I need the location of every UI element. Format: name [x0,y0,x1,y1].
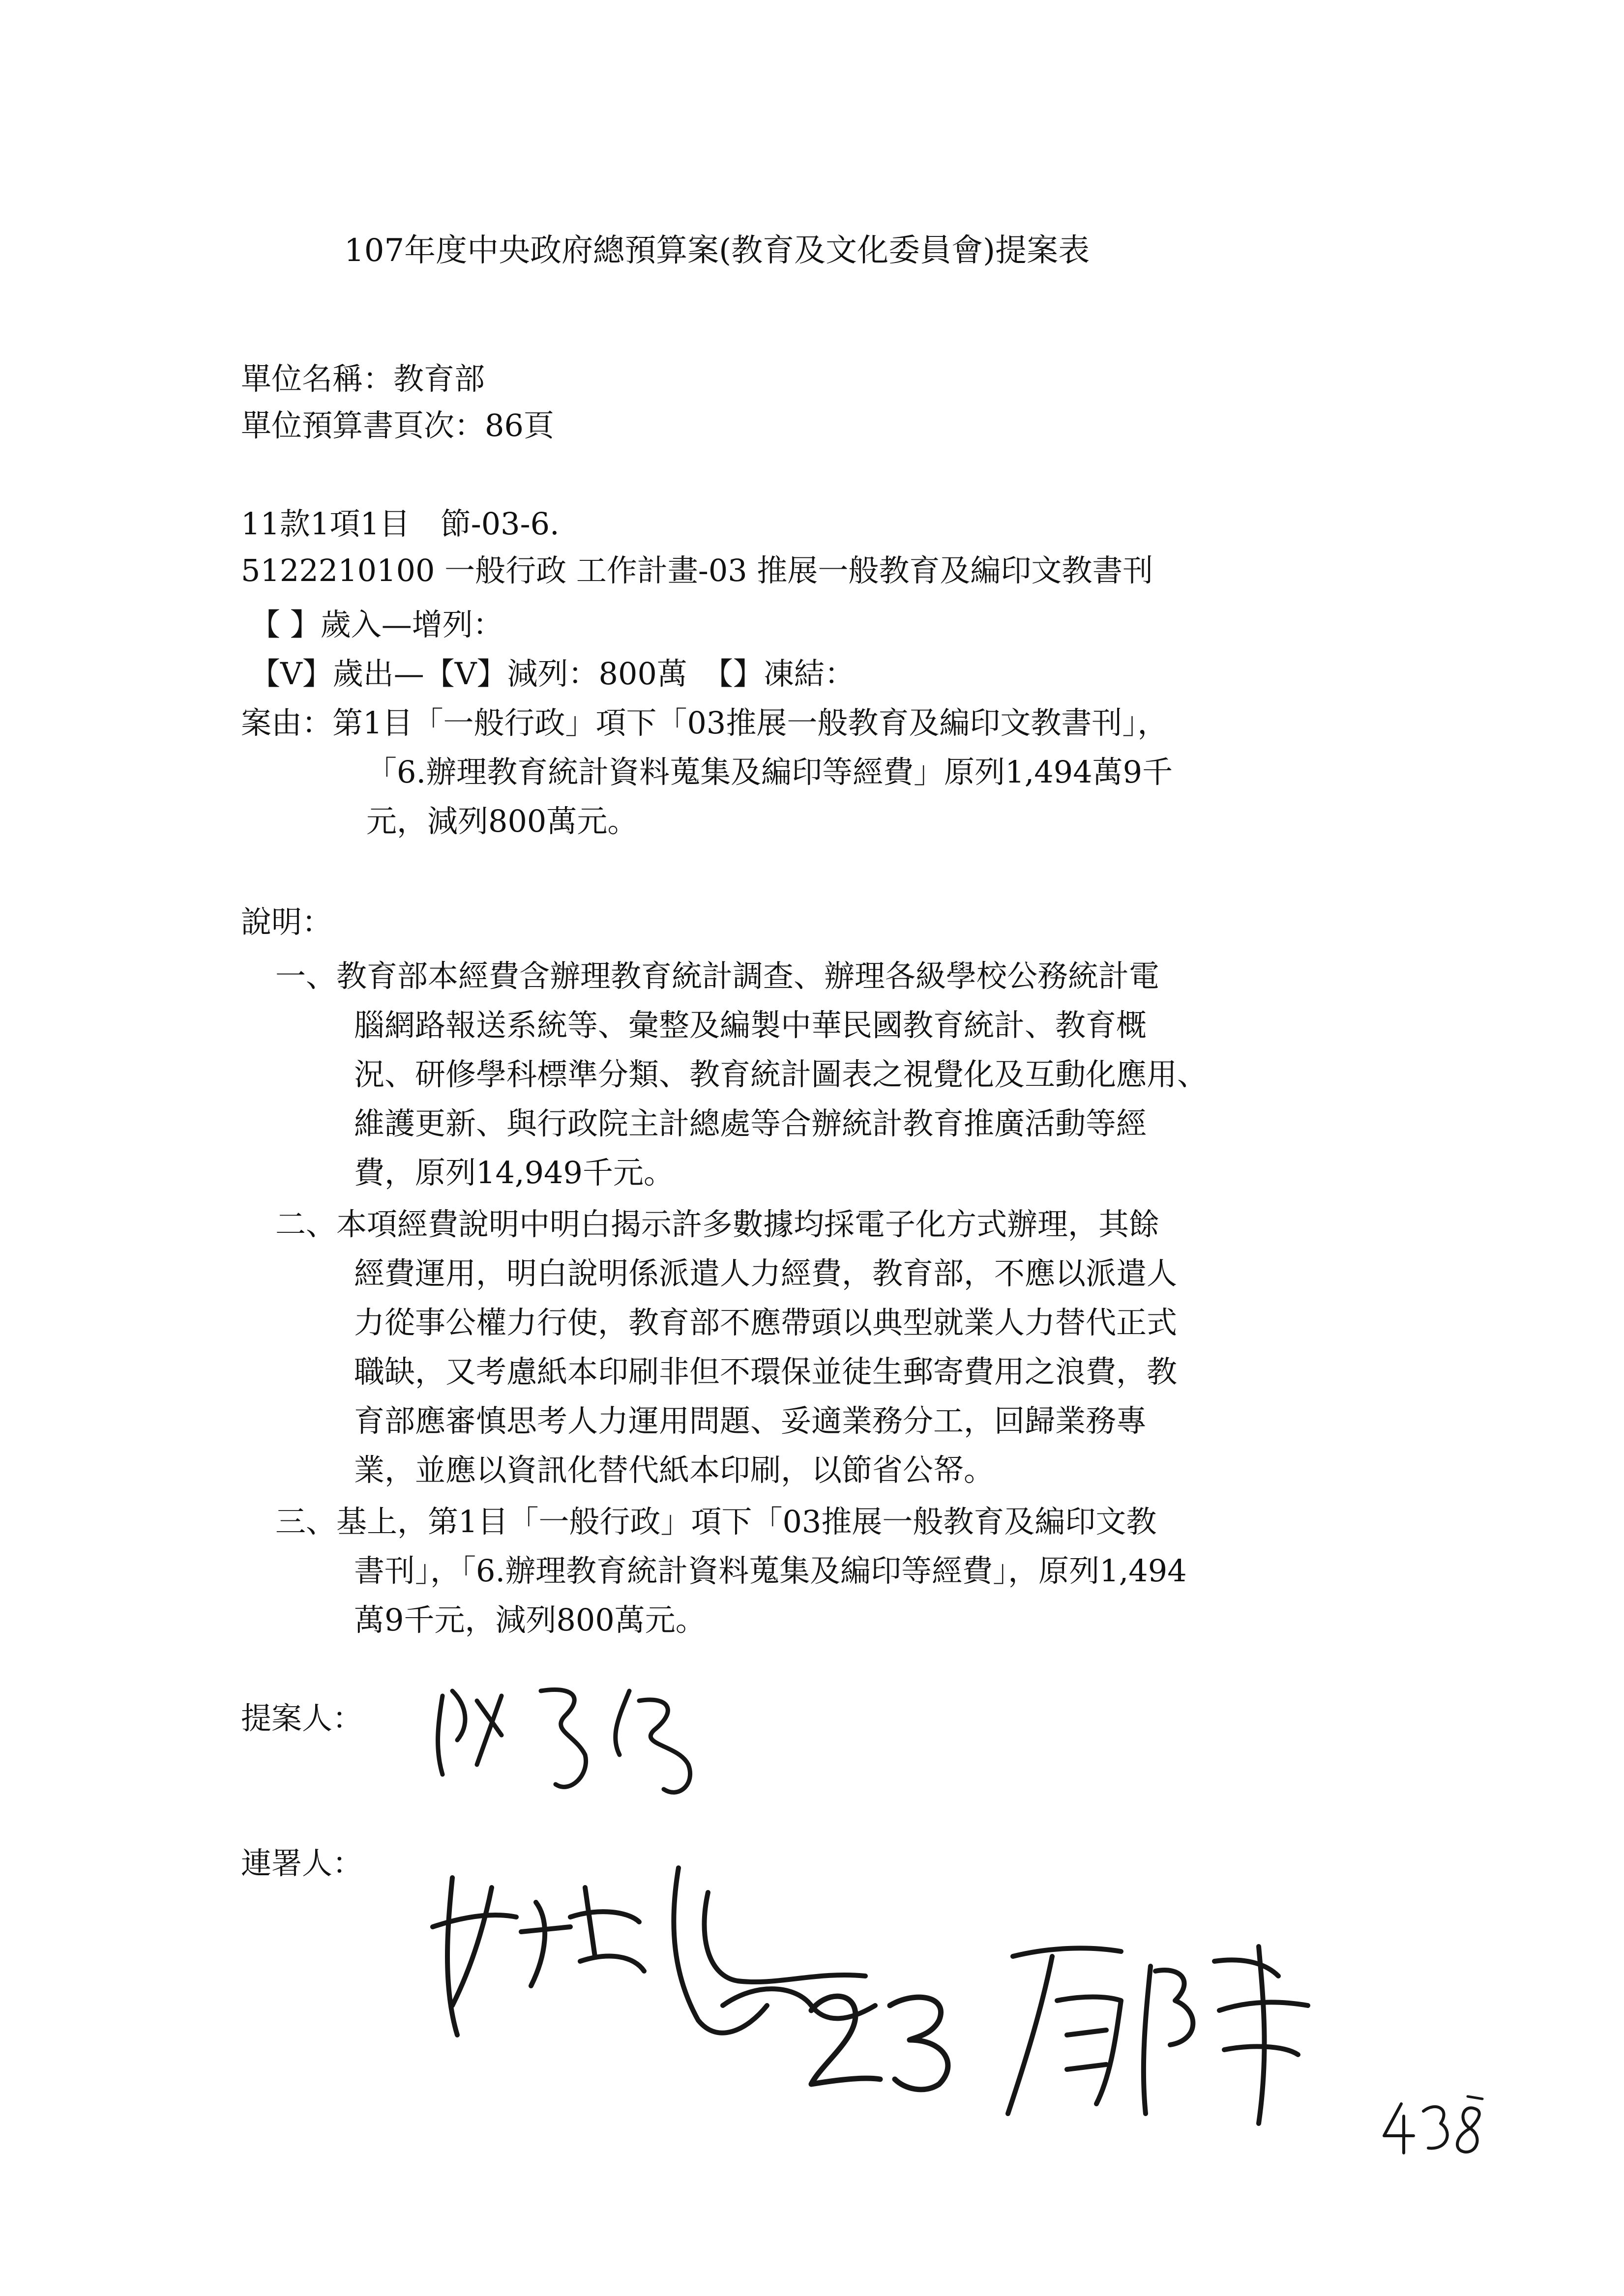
explanation-line: 二、本項經費說明中明白揭示許多數據均採電子化方式辦理，其餘 [275,1206,1160,1242]
cosigner-signature-2 [801,1971,969,2099]
expense-line: 【V】歲出—【V】減列：800萬 【】凍結： [250,656,855,692]
explanation-line: 費，原列14,949千元。 [354,1155,674,1191]
proposer-signature [423,1661,728,1809]
unit-name-line: 單位名稱：教育部 [241,361,485,397]
explanation-heading: 說明： [241,904,333,940]
page-number-mark [1377,2089,1495,2163]
explanation-line: 三、基上，第1目「一般行政」項下「03推展一般教育及編印文教 [275,1504,1157,1540]
explanation-line: 業，並應以資訊化替代紙本印刷，以節省公帑。 [354,1452,995,1488]
unit-page-line: 單位預算書頁次：86頁 [241,407,554,443]
proposer-label: 提案人： [241,1700,363,1736]
budget-item-line: 11款1項1目 節-03-6. [241,506,560,542]
explanation-line: 萬9千元，減列800萬元。 [354,1602,706,1638]
explanation-line: 育部應審慎思考人力運用問題、妥適業務分工，回歸業務專 [354,1403,1147,1439]
cosigner-label: 連署人： [241,1845,363,1881]
explanation-line: 經費運用，明白說明係派遣人力經費，教育部，不應以派遣人 [354,1255,1178,1291]
document-title: 107年度中央政府總預算案(教育及文化委員會)提案表 [344,233,1090,269]
explanation-line: 一、教育部本經費含辦理教育統計調查、辦理各級學校公務統計電 [275,958,1160,994]
budget-code-line: 5122210100 一般行政 工作計畫-03 推展一般教育及編印文教書刊 [241,552,1153,588]
explanation-line: 力從事公權力行使，教育部不應帶頭以典型就業人力替代正式 [354,1305,1178,1340]
explanation-line: 維護更新、與行政院主計總處等合辦統計教育推廣活動等經 [354,1105,1147,1141]
reason-line-3: 元，減列800萬元。 [366,803,638,839]
explanation-line: 書刊」，「6.辦理教育統計資料蒐集及編印等經費」，原列1,494 [354,1553,1187,1589]
explanation-line: 腦網路報送系統等、彙整及編製中華民國教育統計、教育概 [354,1007,1147,1043]
explanation-line: 職缺，又考慮紙本印刷非但不環保並徒生郵寄費用之浪費，教 [354,1354,1178,1390]
reason-line-1: 案由：第1目「一般行政」項下「03推展一般教育及編印文教書刊」， [241,705,1168,741]
explanation-line: 況、研修學科標準分類、教育統計圖表之視覺化及互動化應用、 [354,1056,1208,1092]
revenue-line: 【 】歲入—增列： [250,607,503,642]
reason-line-2: 「6.辦理教育統計資料蒐集及編印等經費」原列1,494萬9千 [366,754,1173,790]
cosigner-signature-3 [993,1927,1328,2133]
